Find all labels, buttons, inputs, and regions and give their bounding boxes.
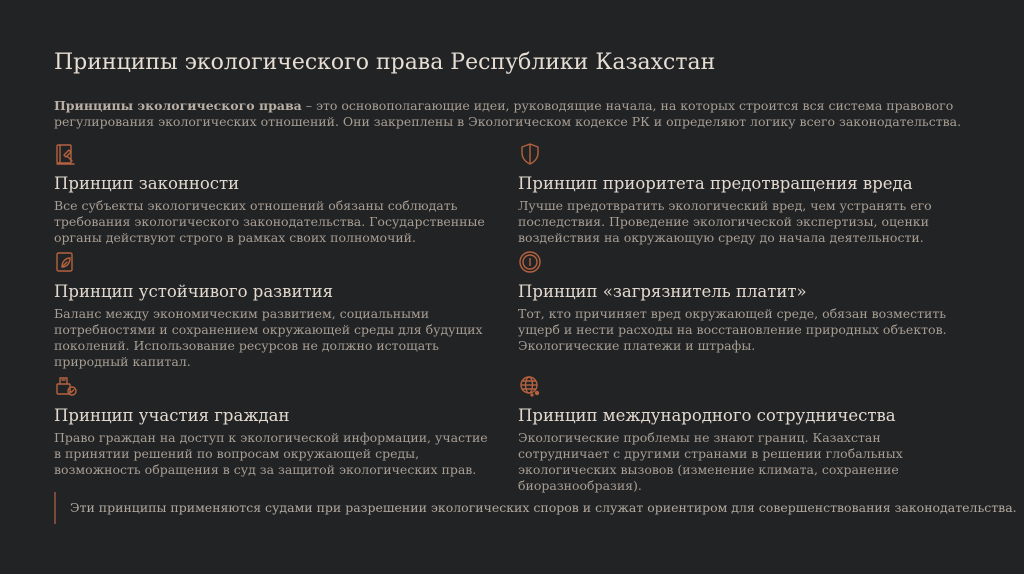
principle-title: Принцип участия граждан xyxy=(54,406,290,425)
globe-network-icon xyxy=(518,374,542,398)
coin-icon xyxy=(518,250,542,274)
principle-text: Лучше предотвратить экологический вред, чем устранять его последствия. Проведение экологической экспертизы, оценки воздействия на окружающую среду до начала деятельности. xyxy=(518,198,932,245)
principle-text: Право граждан на доступ к экологической информации, участие в принятии решений по вопросам окружающей среды, возможность обращения в суд за защитой экологических прав. xyxy=(54,430,488,477)
principle-text: Экологические проблемы не знают границ. Казахстан сотрудничает с другими странами в решении глобальных экологических вызовов (изменение климата, сохранение биоразнообразия). xyxy=(518,430,903,493)
principle-text: Баланс между экономическим развитием, социальными потребностями и сохранением окружающей среды для будущих поколений. Использование ресурсов не должно истощать природный капитал. xyxy=(54,306,483,369)
footer-note: Эти принципы применяются судами при разрешении экологических споров и служат ориентиром для совершенствования законодательства. xyxy=(70,500,1017,515)
intro-text: – это основополагающие идеи, руководящие начала, на которых строится вся система правового регулирования экологических отношений. Они закреплены в Экологическом кодексе РК и определяют логику всего законодательства. xyxy=(54,98,962,129)
footer-accent-bar xyxy=(54,492,56,524)
leaf-document-icon xyxy=(54,250,78,274)
page-title: Принципы экологического права Республики Казахстан xyxy=(54,50,716,75)
book-gavel-icon xyxy=(54,142,78,166)
ballot-check-icon xyxy=(54,374,78,398)
principle-title: Принцип устойчивого развития xyxy=(54,282,333,301)
intro-bold-term: Принципы экологического права xyxy=(54,98,302,113)
principle-title: Принцип приоритета предотвращения вреда xyxy=(518,174,913,193)
principle-title: Принцип законности xyxy=(54,174,240,193)
shield-icon xyxy=(518,142,542,166)
principle-text: Тот, кто причиняет вред окружающей среде, обязан возместить ущерб и нести расходы на восстановление природных объектов. Экологические платежи и штрафы. xyxy=(518,306,947,353)
principle-title: Принцип международного сотрудничества xyxy=(518,406,896,425)
principle-text: Все субъекты экологических отношений обязаны соблюдать требования экологического законодательства. Государственные органы действуют строго в рамках своих полномочий. xyxy=(54,198,485,245)
intro-paragraph xyxy=(54,98,974,130)
principle-title: Принцип «загрязнитель платит» xyxy=(518,282,807,301)
